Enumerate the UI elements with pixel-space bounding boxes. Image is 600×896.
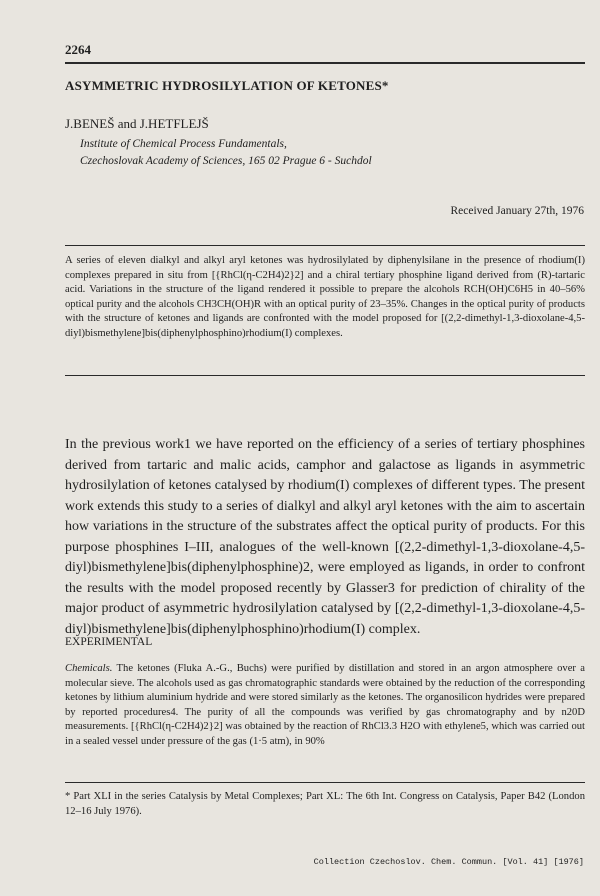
header-rule [65, 62, 585, 64]
footnote-rule [65, 782, 585, 783]
experimental-paragraph [65, 662, 585, 750]
section-heading-experimental: EXPERIMENTAL [65, 636, 153, 648]
affiliation-line1: Institute of Chemical Process Fundamentals, [80, 138, 287, 150]
abstract-rule-bottom [65, 375, 585, 376]
introduction-paragraph: In the previous work1 we have reported on the efficiency of a series of tertiary phosphines derived from tartaric and malic acids, camphor and galactose as ligands in asymmetric hydrosilylation of ketones catalysed by rhodium(I) complexes of different types. The present work extends this study to a series of dialkyl and alkyl aryl ketones with the aim to ascertain how variations in the structure of the substrates affect the optical purity of products. For this purpose phosphines I–III, analogues of the well-known [(2,2-dimethyl-1,3-dioxolane-4,5-diyl)bismethylene]bis(diphenylphosphine)2, were employed as ligands, in order to confront the results with the model proposed recently by Glasser3 for prediction of chirality of the major product of asymmetric hydrosilylation catalysed by [(2,2-dimethyl-1,3-dioxolane-4,5-diyl)bismethylene]bis(diphenylphosphino)rhodium(I) complex. [65, 437, 585, 637]
abstract: A series of eleven dialkyl and alkyl aryl ketones was hydrosilylated by diphenylsilane in the presence of rhodium(I) complexes prepared in situ from [{RhCl(η-C2H4)2}2] and a chiral tertiary phosphine ligand derived from (R)-tartaric acid. Variations in the structure of the ligand rendered it possible to prepare the alcohols RCH(OH)C6H5 in 40–56% optical purity and the alcohols CH3CH(OH)R with an optical purity of 23–35%. Changes in the optical purity of products with the structure of ketones and ligands are confronted with the model proposed for [(2,2-dimethyl-1,3-dioxolane-4,5-diyl)bismethylene]bis(diphenylphosphino)rhodium(I) complexes. [65, 255, 585, 339]
received-date: Received January 27th, 1976 [450, 205, 584, 217]
page-number: 2264 [65, 42, 91, 57]
journal-reference: Collection Czechoslov. Chem. Commun. [Vol. 41] [1976] [313, 857, 584, 867]
article-title: ASYMMETRIC HYDROSILYLATION OF KETONES* [65, 78, 389, 93]
chemicals-label: Chemicals. [65, 663, 113, 674]
abstract-rule-top [65, 245, 585, 246]
affiliation-line2: Czechoslovak Academy of Sciences, 165 02 Prague 6 - Suchdol [80, 155, 372, 167]
chemicals-text: The ketones (Fluka A.-G., Buchs) were purified by distillation and stored in an argon atmosphere over a molecular sieve. The alcohols used as gas chromatographic standards were obtained by the reduction of the corresponding ketones by lithium aluminium hydride and were stored similarly as the ketones. The organosilicon hydrides were prepared by reported procedures4. The purity of all the compounds was verified by gas chromatography and by n20D measurements. [{RhCl(η-C2H4)2}2] was obtained by the reaction of RhCl3.3 H2O with ethylene5, which was carried out in a sealed vessel under pressure of the gas (1·5 atm), in 90% [65, 663, 585, 747]
footnote: * Part XLI in the series Catalysis by Metal Complexes; Part XL: The 6th Int. Congress on Catalysis, Paper B42 (London 12–16 July 1976). [65, 791, 585, 817]
authors: J.BENEŠ and J.HETFLEJŠ [65, 116, 209, 131]
